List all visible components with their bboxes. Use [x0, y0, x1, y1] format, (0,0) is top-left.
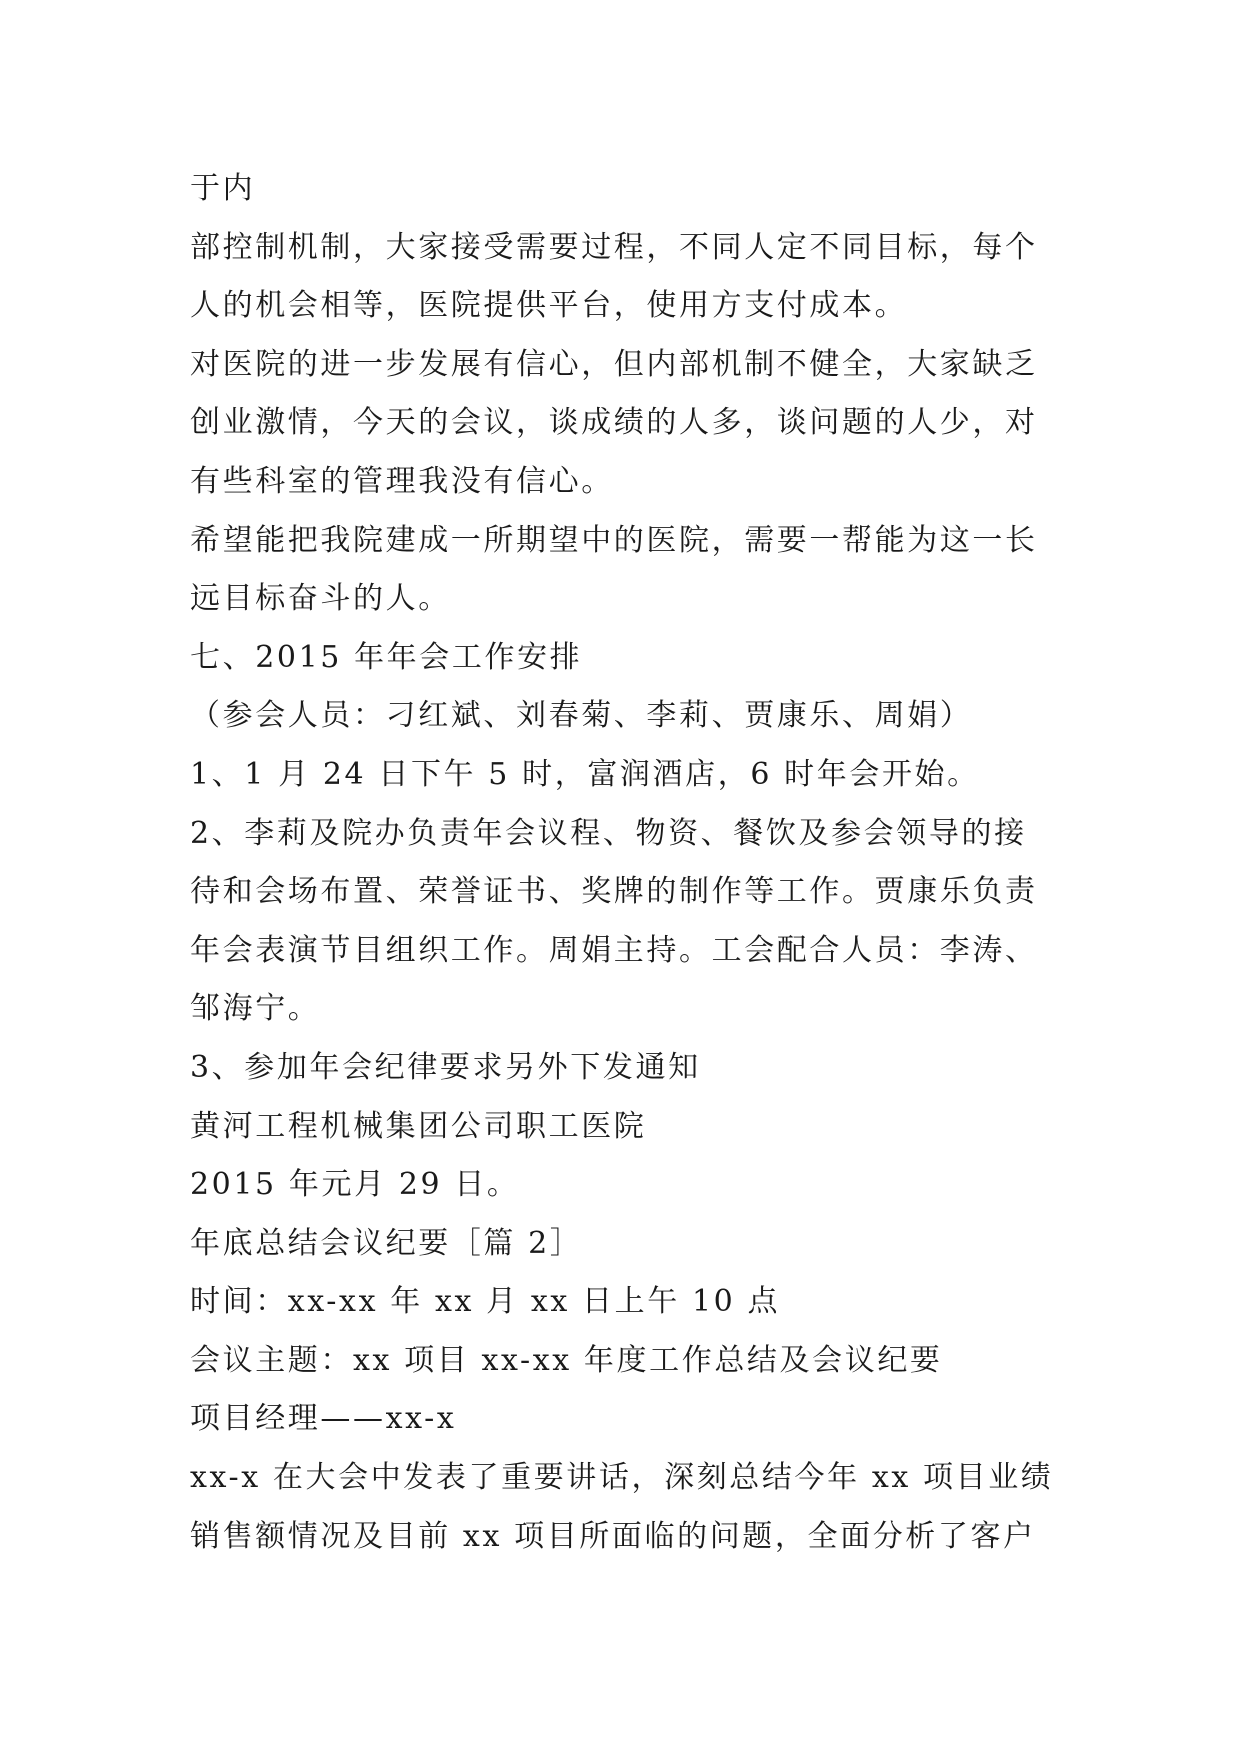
section-heading: 七、2015 年年会工作安排: [190, 639, 583, 675]
signature-date: 2015 年元月 29 日。: [190, 1167, 520, 1203]
text-line: 有些科室的管理我没有信心。: [190, 463, 614, 499]
meeting-time: 时间：xx-xx 年 xx 月 xx 日上午 10 点: [190, 1284, 781, 1320]
text-line: 销售额情况及目前 xx 项目所面临的问题，全面分析了客户: [190, 1518, 1036, 1554]
text-line: xx-x 在大会中发表了重要讲话，深刻总结今年 xx 项目业绩: [190, 1460, 1054, 1496]
text-line: 于内: [190, 171, 256, 206]
document-body: [190, 160, 1070, 1566]
text-line: 远目标奋斗的人。: [190, 581, 451, 617]
meeting-topic: 会议主题：xx 项目 xx-xx 年度工作总结及会议纪要: [190, 1342, 943, 1378]
article-title: 年底总结会议纪要［篇 2］: [190, 1225, 583, 1261]
text-line: 希望能把我院建成一所期望中的医院，需要一帮能为这一长: [190, 522, 1038, 558]
text-line: 年会表演节目组织工作。周娟主持。工会配合人员：李涛、: [190, 932, 1038, 968]
text-line: 待和会场布置、荣誉证书、奖牌的制作等工作。贾康乐负责: [190, 874, 1038, 910]
attendees-line: （参会人员：刁红斌、刘春菊、李莉、贾康乐、周娟）: [190, 698, 973, 734]
list-item: 2、李莉及院办负责年会议程、物资、餐饮及参会领导的接: [190, 815, 1027, 851]
text-line: 邹海宁。: [190, 991, 321, 1027]
list-item: 1、1 月 24 日下午 5 时，富润酒店，6 时年会开始。: [190, 756, 980, 792]
signature-organization: 黄河工程机械集团公司职工医院: [190, 1108, 647, 1144]
text-line: 对医院的进一步发展有信心，但内部机制不健全，大家缺乏: [190, 346, 1038, 382]
speaker-heading: 项目经理——xx-x: [190, 1401, 457, 1437]
text-line: 部控制机制，大家接受需要过程，不同人定不同目标，每个: [190, 229, 1038, 265]
text-line: 人的机会相等，医院提供平台，使用方支付成本。: [190, 288, 908, 324]
text-line: 创业激情，今天的会议，谈成绩的人多，谈问题的人少，对: [190, 405, 1038, 441]
list-item: 3、参加年会纪律要求另外下发通知: [190, 1049, 701, 1085]
